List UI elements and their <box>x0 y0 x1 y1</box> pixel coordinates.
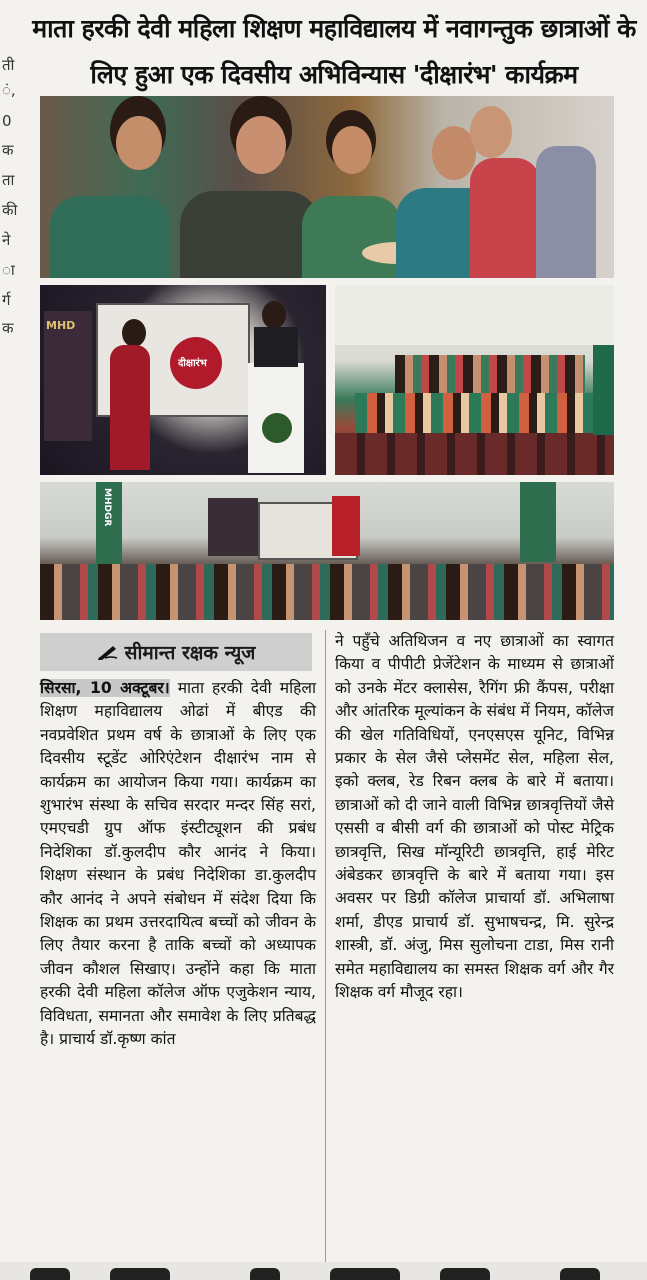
screen-text: दीक्षारंभ <box>178 358 207 369</box>
edge-text: क <box>2 319 14 337</box>
edge-text: ने <box>2 231 11 249</box>
edge-text: र्ग <box>2 291 11 309</box>
dateline: सिरसा, 10 अक्टूबर। <box>40 679 170 697</box>
news-source-byline <box>40 633 312 671</box>
pillar-text: MHDGR <box>102 488 112 527</box>
next-article-edge <box>0 1262 647 1280</box>
edge-text: क <box>2 141 14 159</box>
photo-group <box>335 285 614 475</box>
byline-text: सीमान्त रक्षक न्यूज <box>124 642 256 664</box>
photo-auditorium <box>40 482 614 620</box>
headline-line2: लिए हुआ एक दिवसीय अभिविन्यास 'दीक्षारंभ' कार्यक्रम <box>90 60 578 89</box>
article-column-2 <box>335 630 614 1005</box>
edge-text: की <box>2 201 18 219</box>
edge-text: 0 <box>2 112 12 130</box>
article-text-col1: माता हरकी देवी महिला शिक्षण महाविद्यालय ओढां में बीएड की नवप्रवेशित प्रथम वर्ष के छात्राओं के लिए एक दिवसीय स्टूडेंट ओरिएंटेशन दीक्षारंभ नाम से कार्यक्रम का आयोजन किया गया। कार्यक्रम का शुभारंभ संस्था के सचिव सरदार मन्दर सिंह सरां, एमएचडी ग्रुप ऑफ इंस्टीट्यूशन की प्रबंध निदेशिका डॉ.कुलदीप कौर आनंद ने किया। शिक्षण संस्थान के प्रबंध निदेशिका डा.कुलदीप कौर आनंद ने अपने संबोधन में संदेश दिया कि शिक्षक का प्रथम उत्तरदायित्व बच्चों को जीवन के लिए तैयार करना है ताकि बच्चों को अध्यापक जीवन कौशल सिखाए। उन्होंने कहा कि माता हरकी देवी महिला कॉलेज ऑफ एजुकेशन न्याय, विविधता, समानता और समावेश के लिए प्रतिबद्ध है। प्राचार्य डॉ.कृष्ण कांत <box>40 679 316 1049</box>
edge-text: ता <box>2 171 15 189</box>
adjacent-column-fragment <box>0 0 22 1280</box>
headline <box>28 6 640 98</box>
pen-icon <box>97 643 119 661</box>
edge-text: ती <box>2 56 15 74</box>
article-column-1 <box>40 677 316 1052</box>
article-text-col2: ने पहुँचे अतिथिजन व नए छात्राओं का स्वागत किया व पीपीटी प्रेजेंटेशन के माध्यम से छात्राओं को उनके मेंटर क्लासेस, रैगिंग फ्री कैंपस, परीक्षा और आंतरिक मूल्यांकन के संबंध में नियम, कॉलेज की खेल गतिविधियों, एनएसएस यूनिट, विभिन्न प्रकार के सेल जैसे प्लेसमेंट सेल, महिला सेल, इको क्लब, रेड रिबन क्लब के बारे में बताया। छात्राओं को दी जाने वाली विभिन्न छात्रवृत्तियों जैसे एससी व बीसी वर्ग की छात्राओं को पोस्ट मेट्रिक छात्रवृत्ति, सिख मॉन्यूरिटी छात्रवृत्ति, हाई मेरिट अंबेडकर छात्रवृत्ति के बारे में बताया गया। इस अवसर पर डिग्री कॉलेज प्राचार्या डॉ. अभिलाषा शर्मा, डीएड प्राचार्य डॉ. सुभाषचन्द्र, मि. सुरेन्द्र शास्त्री, डॉ. अंजु, मिस सुलोचना टाडा, मिस रानी समेत महाविद्यालय का समस्त शिक्षक वर्ग और गैर शिक्षक वर्ग मौजूद रहा। <box>335 632 614 1002</box>
edge-text: ा <box>2 261 15 279</box>
photo-speaker-podium <box>40 285 326 475</box>
photo-students-welcome <box>40 96 614 278</box>
headline-line1: माता हरकी देवी महिला शिक्षण महाविद्यालय में नवागन्तुक छात्राओं के <box>32 14 636 43</box>
column-divider <box>325 630 326 1262</box>
edge-text: ं, <box>2 81 16 99</box>
banner-text: MHD <box>46 319 76 332</box>
